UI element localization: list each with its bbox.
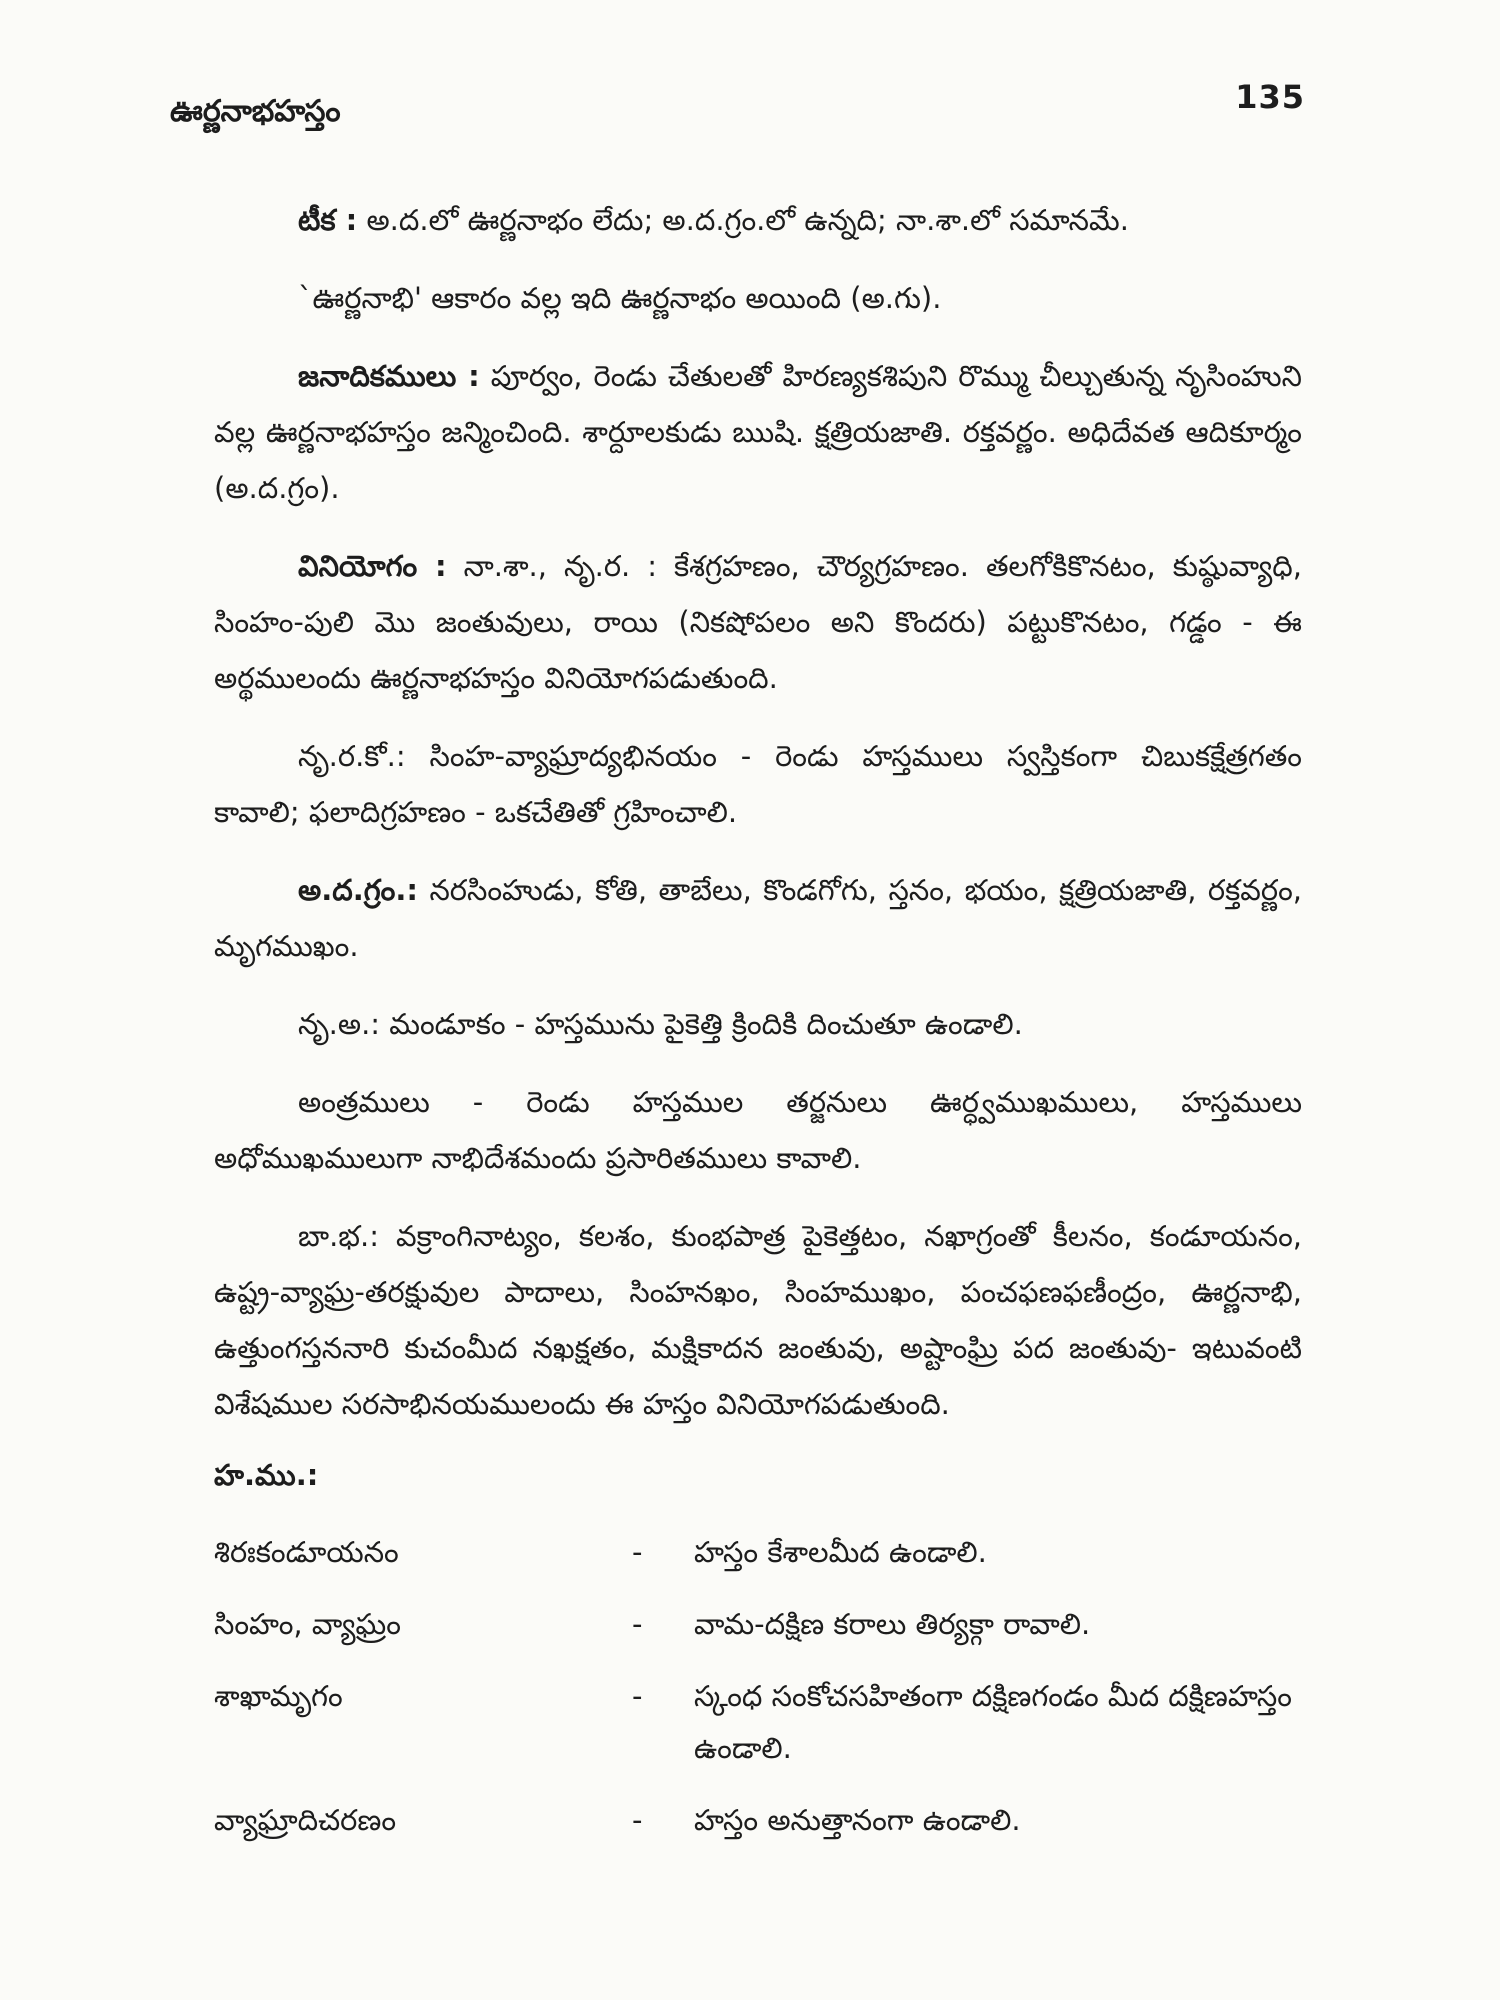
document-body [214,192,1302,1866]
paragraph-antramulu [214,1074,1302,1186]
list-item-dash: - [632,1803,643,1837]
list-item-description: వామ-దక్షిణ కరాలు తిర్యక్గా రావాలి. [694,1607,1091,1641]
page-header-title: ఊర్ణనాభహస్తం [170,94,341,129]
paragraph-viniyogam [214,538,1302,706]
paragraph-text: నరసింహుడు, కోతి, తాబేలు, కొండగోగు, స్తనం, భయం, క్షత్రియజాతి, రక్తవర్ణం, మృగముఖం. [214,873,1302,963]
list-item [214,1670,1302,1774]
paragraph-label: టీక : [298,203,358,237]
paragraph-nrko [214,728,1302,840]
list-item-term: శాఖామృగం [214,1679,343,1713]
paragraph-tika [214,192,1302,248]
list-item [214,1794,1302,1846]
paragraph-text: అంత్రములు - రెండు హస్తముల తర్జనులు ఊర్ధ్వముఖములు, హస్తములు అధోముఖములుగా నాభిదేశమందు ప్రసారితములు కావాలి. [214,1085,1302,1175]
list-item-description: స్కంధ సంకోచసహితంగా దక్షిణగండం మీద దక్షిణహస్తం ఉండాలి. [694,1679,1292,1765]
list-item-description: హస్తం అనుత్తానంగా ఉండాలి. [694,1803,1021,1837]
page-number: 135 [1235,78,1305,116]
list-item [214,1526,1302,1578]
list-item-description: హస్తం కేశాలమీద ఉండాలి. [694,1535,987,1569]
list-item [214,1598,1302,1650]
paragraph-nra [214,996,1302,1052]
hamu-section-label: హ.ము.: [214,1458,319,1492]
paragraph-urnanabhi-shape [214,270,1302,326]
paragraph-text: పూర్వం, రెండు చేతులతో హిరణ్యకశిపుని రొమ్ము చీల్చుతున్న నృసింహుని వల్ల ఊర్ణనాభహస్తం జన్మించింది. శార్దూలకుడు ఋషి. క్షత్రియజాతి. రక్తవర్ణం. అధిదేవత ఆదికూర్మం (అ.ద.గ్రం). [214,359,1302,505]
list-item-dash: - [632,1679,643,1713]
paragraph-text: నృ.అ.: మండూకం - హస్తమును పైకెత్తి క్రిందికి దించుతూ ఉండాలి. [298,1007,1023,1041]
list-item-dash: - [632,1607,643,1641]
paragraph-label: జనాదికములు : [298,359,480,393]
list-item-dash: - [632,1535,643,1569]
paragraph-babha [214,1208,1302,1432]
hamu-list [214,1526,1302,1846]
paragraph-origin [214,348,1302,516]
list-item-term: సింహం, వ్యాఘ్రం [214,1607,401,1641]
paragraph-text: `ఊర్ణనాభి' ఆకారం వల్ల ఇది ఊర్ణనాభం అయింది (అ.గు). [298,281,942,315]
paragraph-label: అ.ద.గ్రం.: [298,873,418,907]
paragraph-text: బా.భ.: వక్రాంగినాట్యం, కలశం, కుంభపాత్ర పైకెత్తటం, నఖాగ్రంతో కీలనం, కండూయనం, ఉష్ట్ర-వ్యాఘ్ర-తరక్షువుల పాదాలు, సింహనఖం, సింహముఖం, పంచఫణఫణీంద్రం, ఊర్ణనాభి, ఉత్తుంగస్తననారి కుచంమీద నఖక్షతం, మక్షికాదన జంతువు, అష్టాంఘ్రి పద జంతువు- ఇటువంటి విశేషముల సరసాభినయములందు ఈ హస్తం వినియోగపడుతుంది. [214,1219,1302,1421]
paragraph-text: నృ.ర.కో.: సింహ-వ్యాఘ్రాద్యభినయం - రెండు హస్తములు స్వస్తికంగా చిబుకక్షేత్రగతం కావాలి; ఫలాదిగ్రహణం - ఒకచేతితో గ్రహించాలి. [214,739,1302,829]
list-item-term: వ్యాఘ్రాదిచరణం [214,1803,397,1837]
paragraph-text: నా.శా., నృ.ర. : కేశగ్రహణం, చౌర్యగ్రహణం. తలగోకికొనటం, కుష్ఠువ్యాధి, సింహం-పులి మొ జంతువులు, రాయి (నికషోపలం అని కొందరు) పట్టుకొనటం, గడ్డం - ఈ అర్థములందు ఊర్ణనాభహస్తం వినియోగపడుతుంది. [214,549,1302,695]
paragraph-adagram [214,862,1302,974]
list-item-term: శిరఃకండూయనం [214,1535,399,1569]
paragraph-text: అ.ద.లో ఊర్ణనాభం లేదు; అ.ద.గ్రం.లో ఉన్నది; నా.శా.లో సమానమే. [357,203,1129,237]
paragraph-label: వినియోగం : [298,549,447,583]
